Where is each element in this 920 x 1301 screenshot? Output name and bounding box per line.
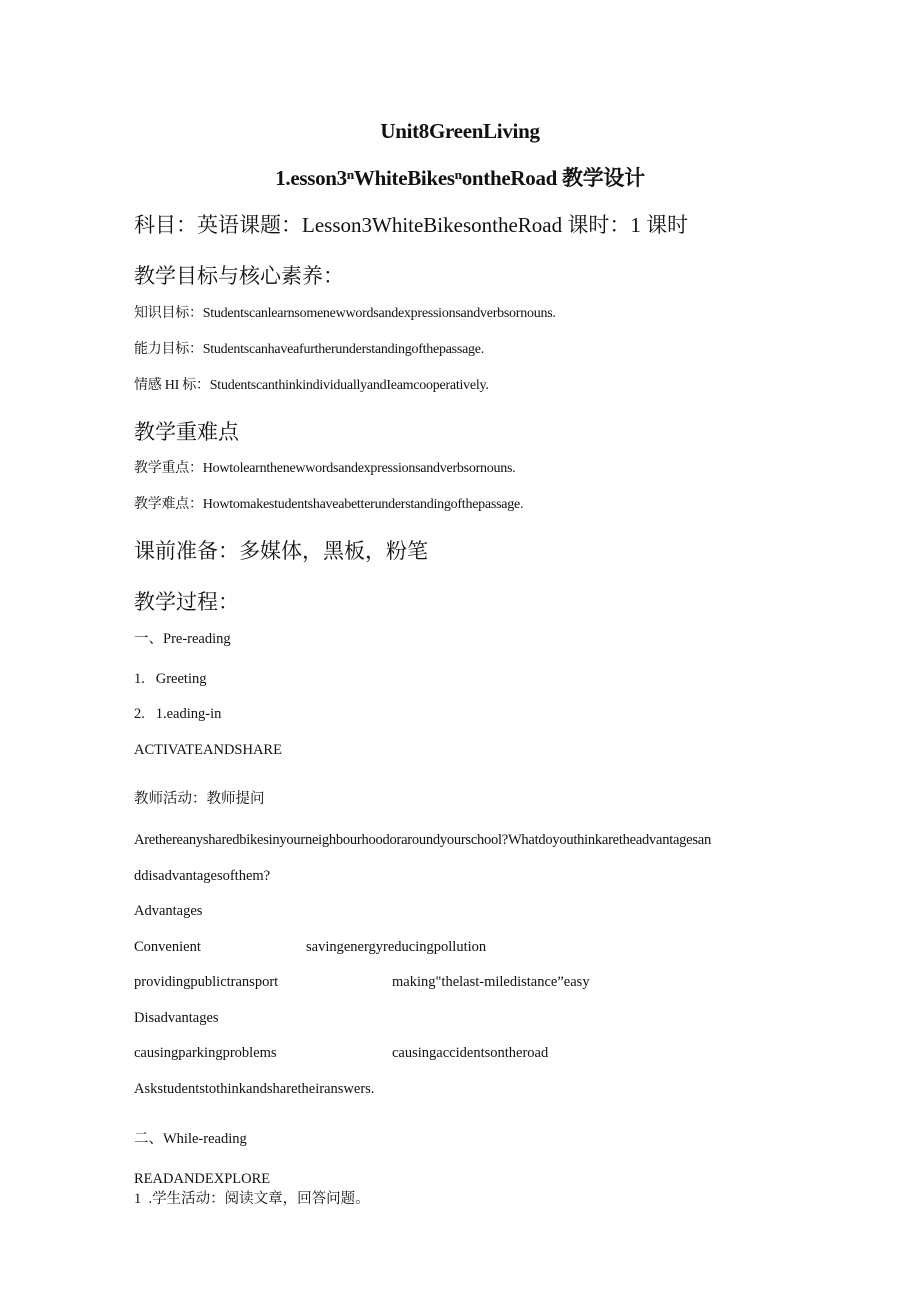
section-while-reading: 二、While-reading xyxy=(134,1131,247,1147)
goals-heading: 教学目标与核心素养： xyxy=(134,264,344,288)
teacher-activity: 教师活动：教师提问 xyxy=(134,791,265,807)
advantage-last-mile: making"thelast-miledistance”easy xyxy=(392,974,590,990)
item-leading-in: 2. 1.eading-in xyxy=(134,706,222,722)
advantage-saving-energy: savingenergyreducingpollution xyxy=(306,939,487,955)
difficult-point: 教学难点：Howtomakestudentshaveabetterunderstandingofthepassage. xyxy=(134,497,524,512)
item-greeting: 1. Greeting xyxy=(134,671,207,687)
key-point: 教学重点：Howtolearnthenewwordsandexpressionsandverbsornouns. xyxy=(134,461,516,476)
advantages-label: Advantages xyxy=(134,903,203,919)
ask-students-line: Askstudentstothinkandsharetheiranswers. xyxy=(134,1081,375,1097)
emotion-goal: 情感 HI 标：StudentscanthinkindividuallyandIeamcooperatively. xyxy=(134,378,489,393)
question-line-1: Arethereanysharedbikesinyourneighbourhoodoraroundyourschool?Whatdoyouthinkaretheadvantagesan xyxy=(134,832,711,848)
activate-and-share: ACTIVATEANDSHARE xyxy=(134,742,282,758)
meta-line: 科目：英语课题：Lesson3WhiteBikesontheRoad 课时：1 课时 xyxy=(134,213,689,237)
preparation-line: 课前准备：多媒体，黑板，粉笔 xyxy=(134,539,428,563)
knowledge-goal: 知识目标：Studentscanlearnsomenewwordsandexpressionsandverbsornouns. xyxy=(134,306,556,321)
ability-goal: 能力目标：Studentscanhaveafurtherunderstandingofthepassage. xyxy=(134,342,485,357)
disadvantages-label: Disadvantages xyxy=(134,1010,219,1026)
unit-title: Unit8GreenLiving xyxy=(380,119,540,143)
process-heading: 教学过程： xyxy=(134,590,239,614)
student-activity: 1 .学生活动：阅读文章，回答问题。 xyxy=(134,1191,370,1207)
question-line-2: ddisadvantagesofthem? xyxy=(134,868,271,884)
key-points-heading: 教学重难点 xyxy=(134,420,239,444)
disadvantage-accidents: causingaccidentsontheroad xyxy=(392,1045,549,1061)
read-and-explore: READANDEXPLORE xyxy=(134,1171,271,1187)
lesson-title: 1.esson3ⁿWhiteBikesⁿontheRoad 教学设计 xyxy=(275,166,645,190)
advantage-public-transport: providingpublictransport xyxy=(134,974,279,990)
section-pre-reading: 一、Pre-reading xyxy=(134,631,231,647)
advantage-convenient: Convenient xyxy=(134,939,201,955)
disadvantage-parking: causingparkingproblems xyxy=(134,1045,277,1061)
